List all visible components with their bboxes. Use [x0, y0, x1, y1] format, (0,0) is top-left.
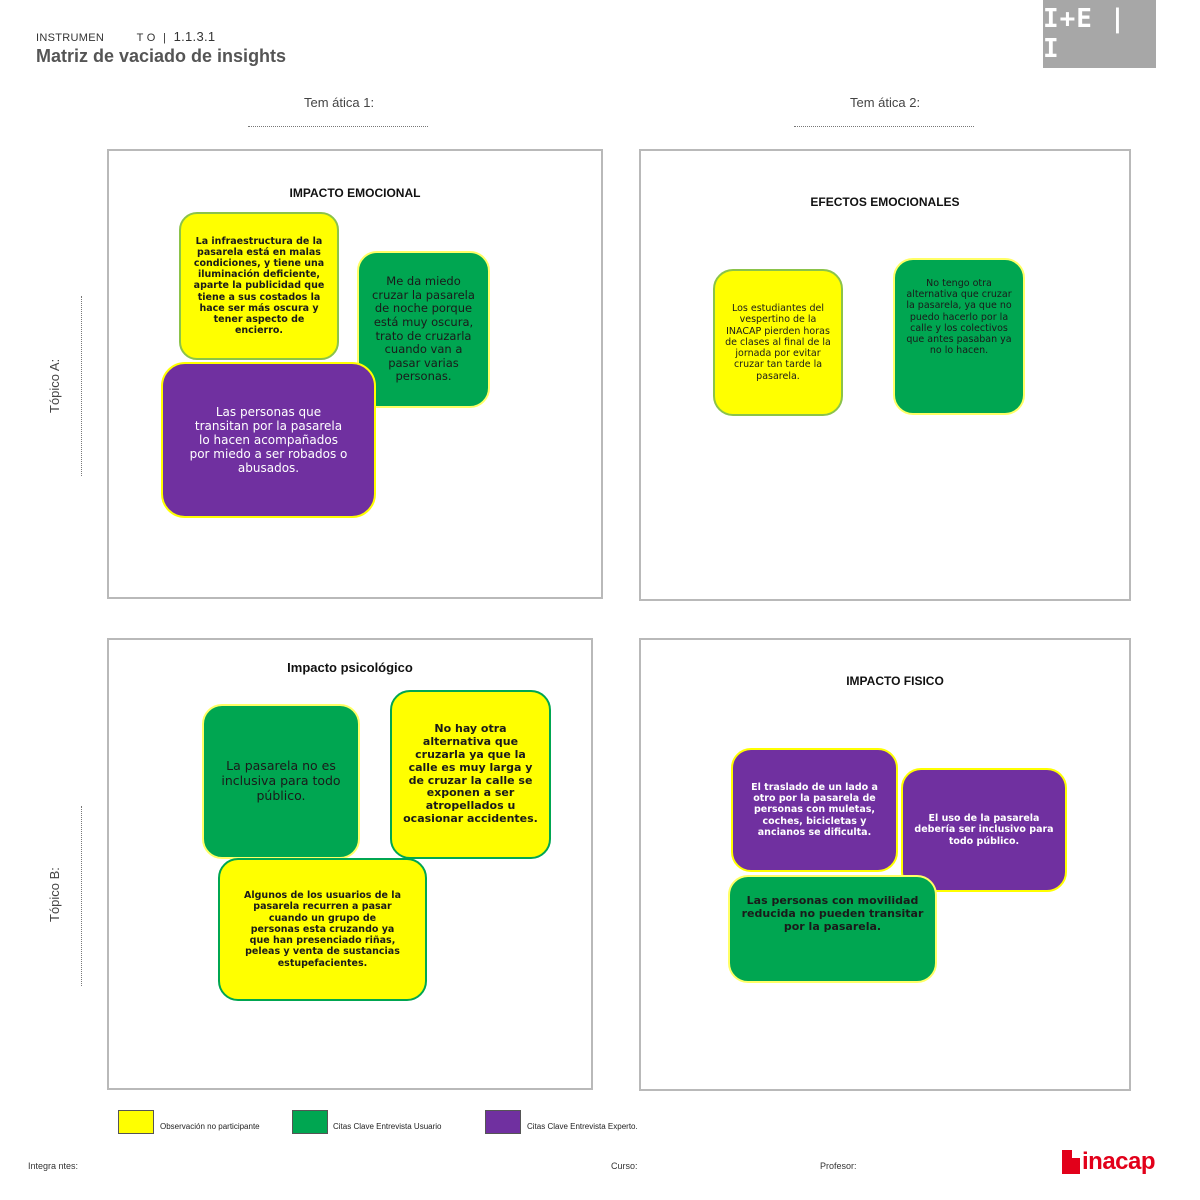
legend-label-purple: Citas Clave Entrevista Experto.: [527, 1122, 638, 1131]
tematica-1-line[interactable]: [248, 126, 428, 127]
instrument-label-b: T O: [136, 32, 156, 44]
sticky-note[interactable]: La infraestructura de la pasarela está en malas condiciones, y tiene una iluminación deficiente, aparte la publicidad que tiene a sus costados la hace ser más oscura y tener aspecto de encierro.: [179, 212, 339, 360]
legend-swatch-yellow: [118, 1110, 154, 1134]
legend-label-yellow: Observación no participante: [160, 1122, 260, 1131]
ie-logo: I+E | I: [1043, 0, 1156, 68]
sticky-note[interactable]: Algunos de los usuarios de la pasarela recurren a pasar cuando un grupo de personas esta cruzando ya que han presenciado riñas, peleas y venta de sustancias estupefacientes.: [218, 858, 427, 1001]
legend-swatch-purple: [485, 1110, 521, 1134]
tematica-2-line[interactable]: [794, 126, 974, 127]
quadrant-b1-title: Impacto psicológico: [287, 660, 413, 675]
legend-label-green: Citas Clave Entrevista Usuario: [333, 1122, 442, 1131]
legend-swatch-green: [292, 1110, 328, 1134]
sticky-note[interactable]: La pasarela no es inclusiva para todo público.: [202, 704, 360, 859]
sticky-note[interactable]: El uso de la pasarela debería ser inclusivo para todo público.: [901, 768, 1067, 892]
topico-a-line[interactable]: [81, 296, 82, 476]
inacap-wordmark: inacap: [1082, 1148, 1156, 1175]
instrument-code: [36, 29, 215, 44]
inacap-logo: [1062, 1148, 1155, 1176]
inacap-mark-icon: [1062, 1150, 1080, 1174]
integrantes-label: Integra ntes:: [28, 1161, 79, 1171]
sticky-note[interactable]: Las personas que transitan por la pasarela lo hacen acompañados por miedo a ser robados o abusados.: [161, 362, 376, 518]
sticky-note[interactable]: Me da miedo cruzar la pasarela de noche porque está muy oscura, trato de cruzarla cuando van a pasar varias personas.: [357, 251, 490, 408]
quadrant-a2-title: EFECTOS EMOCIONALES: [810, 195, 960, 209]
curso-label: Curso:: [611, 1161, 638, 1171]
topico-b-line[interactable]: [81, 806, 82, 986]
code-number: 1.1.3.1: [173, 29, 216, 44]
sticky-note[interactable]: No hay otra alternativa que cruzarla ya que la calle es muy larga y de cruzar la calle se exponen a ser atropellados u ocasionar accidentes.: [390, 690, 551, 859]
sticky-note[interactable]: No tengo otra alternativa que cruzar la pasarela, ya que no puedo hacerlo por la calle y los colectivos que antes pasaban ya no lo hacen.: [893, 258, 1025, 415]
tematica-2-label: Tem ática 2:: [850, 95, 921, 110]
separator: |: [163, 32, 167, 44]
profesor-label: Profesor:: [820, 1161, 857, 1171]
quadrant-b2-title: IMPACTO FISICO: [846, 674, 944, 688]
tematica-1-label: Tem ática 1:: [304, 95, 375, 110]
topico-a-label: Tópico A:: [47, 358, 62, 413]
instrument-label-a: INSTRUMEN: [36, 32, 105, 44]
sticky-note[interactable]: Los estudiantes del vespertino de la INACAP pierden horas de clases al final de la jornada por evitar cruzar tan tarde la pasarela.: [713, 269, 843, 416]
sticky-note[interactable]: El traslado de un lado a otro por la pasarela de personas con muletas, coches, bicicletas y ancianos se dificulta.: [731, 748, 898, 872]
topico-b-label: Tópico B:: [47, 867, 62, 922]
sticky-note[interactable]: Las personas con movilidad reducida no pueden transitar por la pasarela.: [728, 875, 937, 983]
quadrant-a1-title: IMPACTO EMOCIONAL: [289, 186, 421, 200]
page-title: Matriz de vaciado de insights: [36, 46, 287, 66]
